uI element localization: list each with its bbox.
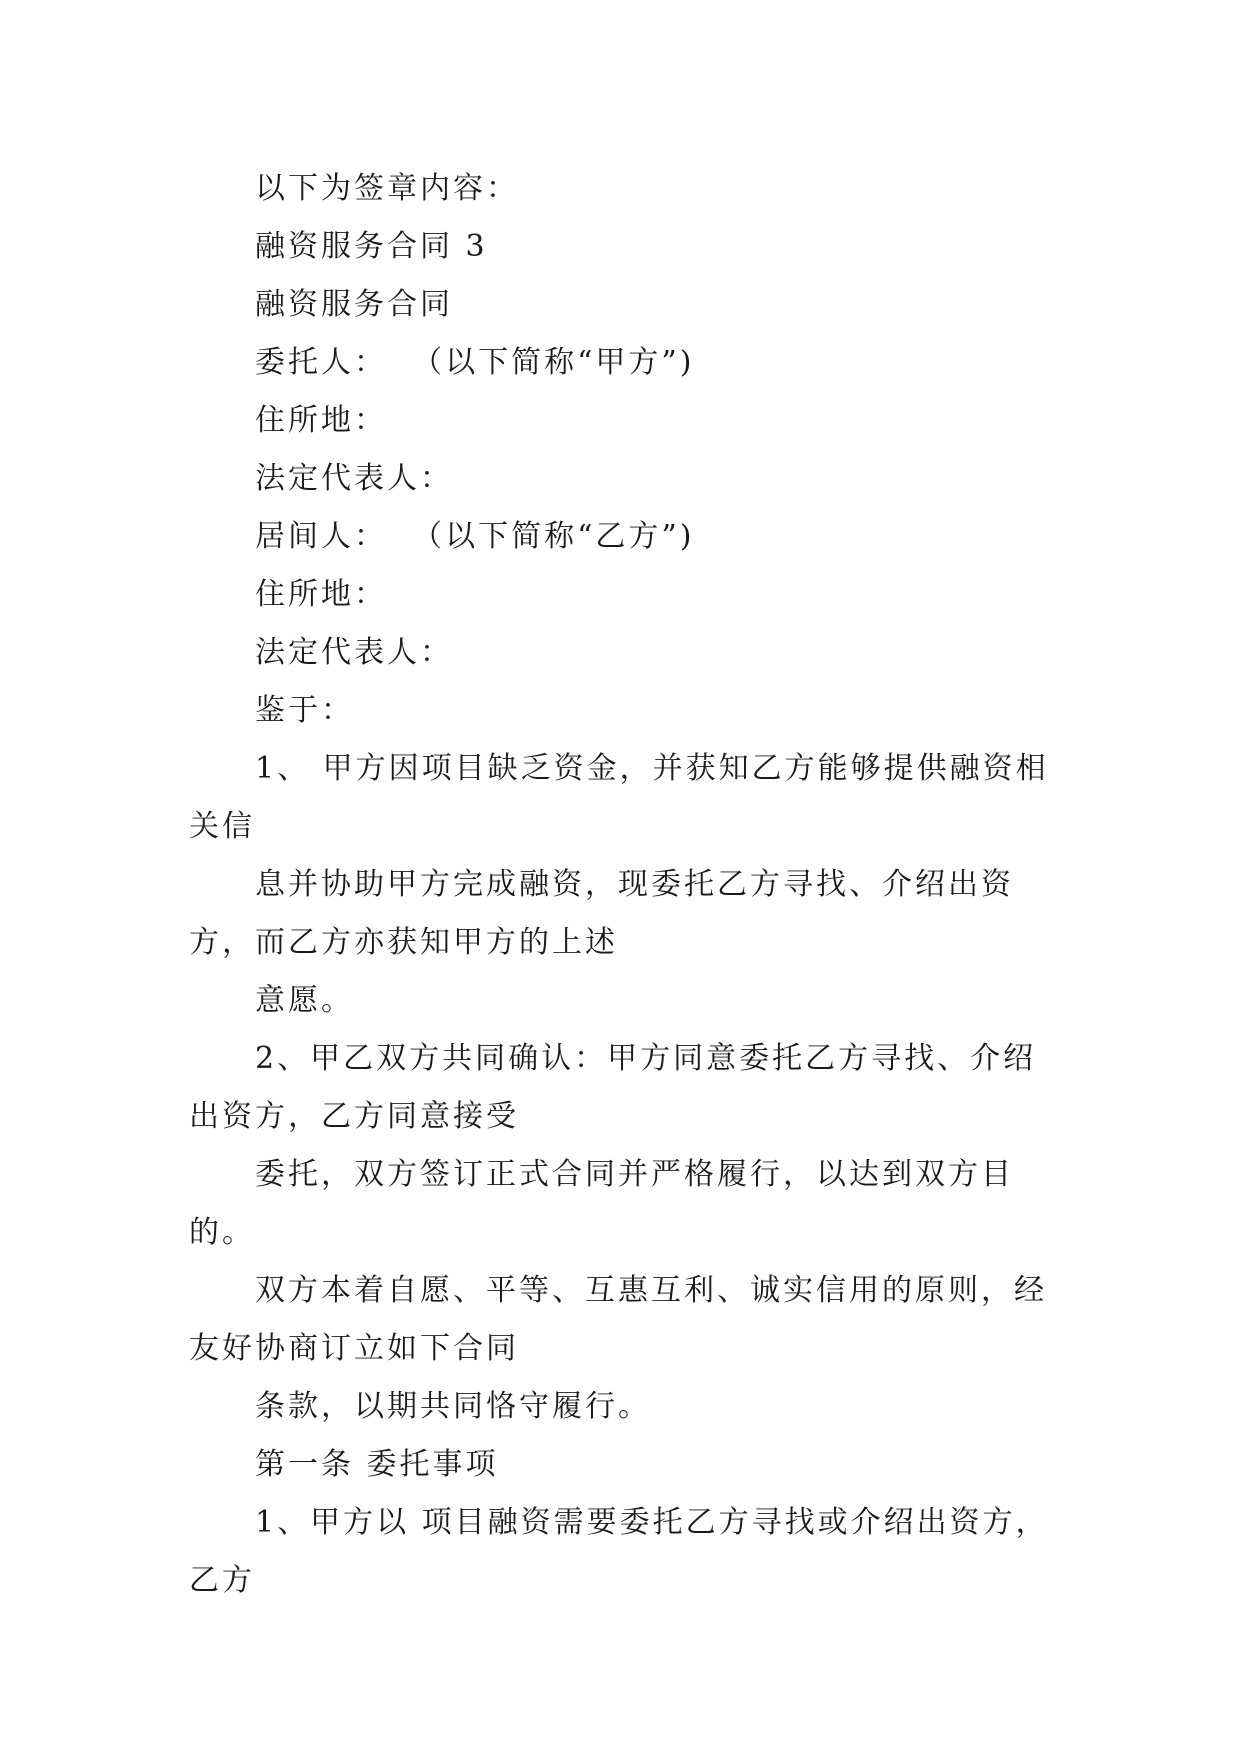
article-1-clause-1: 1、甲方以 项目融资需要委托乙方寻找或介绍出资方，乙方	[189, 1505, 1049, 1598]
principal-party-line: 委托人： （以下简称“甲方”)	[255, 345, 695, 380]
recital-1-ending: 意愿。	[255, 983, 354, 1018]
whereas-heading: 鉴于：	[255, 693, 354, 728]
intermediary-party-line: 居间人： （以下简称“乙方”)	[255, 519, 695, 554]
principal-address-line: 住所地：	[255, 403, 387, 438]
recital-2-paragraph: 2、甲乙双方共同确认：甲方同意委托乙方寻找、介绍出资方，乙方同意接受	[189, 1041, 1037, 1134]
principles-paragraph: 双方本着自愿、平等、互惠互利、诚实信用的原则，经友好协商订立如下合同	[189, 1273, 1047, 1366]
signature-intro-line: 以下为签章内容：	[255, 171, 519, 206]
article-1-heading: 第一条 委托事项	[255, 1447, 499, 1482]
intermediary-representative-line: 法定代表人：	[255, 635, 453, 670]
principles-continuation: 条款，以期共同恪守履行。	[255, 1389, 651, 1424]
recital-1-continuation: 息并协助甲方完成融资，现委托乙方寻找、介绍出资方，而乙方亦获知甲方的上述	[189, 867, 1014, 960]
recital-1-paragraph: 1、 甲方因项目缺乏资金，并获知乙方能够提供融资相关信	[189, 751, 1049, 844]
recital-2-continuation: 委托，双方签订正式合同并严格履行，以达到双方目的。	[189, 1157, 1014, 1250]
contract-heading-numbered: 融资服务合同 3	[255, 229, 488, 264]
document-body	[189, 160, 1069, 1610]
intermediary-address-line: 住所地：	[255, 577, 387, 612]
principal-representative-line: 法定代表人：	[255, 461, 453, 496]
contract-title: 融资服务合同	[255, 287, 453, 322]
